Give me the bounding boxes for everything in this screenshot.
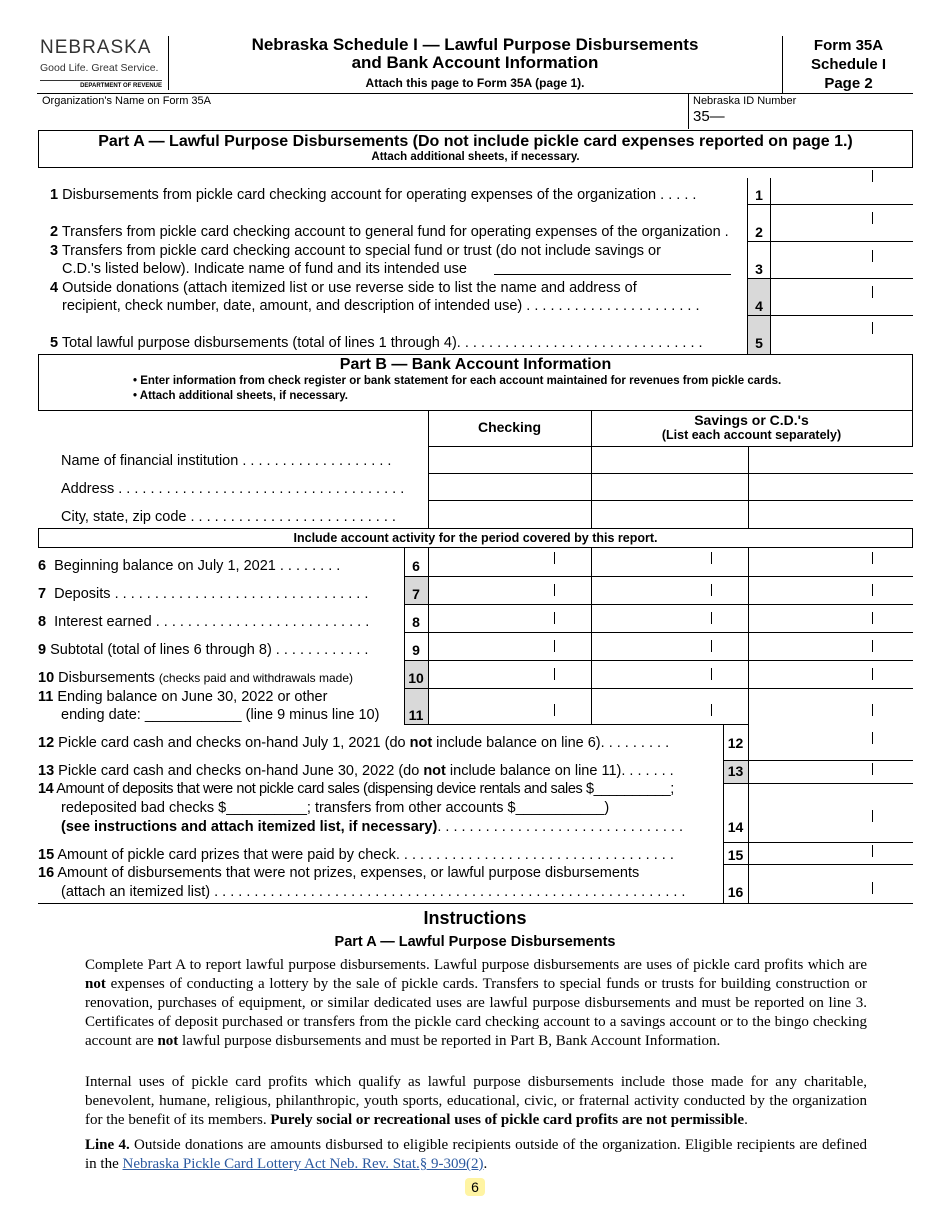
part-b-line-11: 11 Ending balance on June 30, 2022 or other (38, 689, 328, 705)
form-id: Form 35A Schedule I Page 2 (810, 37, 887, 92)
line-15-amount[interactable] (750, 844, 910, 862)
address-label: Address . . . . . . . . . . . . . . . . . . . . . . . . . . . . . . . . . . . . (61, 481, 405, 497)
col-savings-sub: (List each account separately) (661, 428, 842, 442)
col-checking: Checking (477, 419, 541, 435)
instructions-title: Instructions (423, 908, 527, 928)
logo-tagline: Good Life. Great Service. (40, 62, 159, 74)
part-b-line-6: 6 Beginning balance on July 1, 2021 . . . . . . . . (38, 558, 341, 574)
part-a-line-4: 4 Outside donations (attach itemized list or use reverse side to list the name and address of (50, 280, 637, 296)
instructions-paragraph-2: Internal uses of pickle card profits which qualify as lawful purpose disbursements include those made for any charitable, benevolent, humane, religious, philanthropic, youth sports, educational, civic, or fraternal activity conducted by the organization for the benefit of its members. Purely social or recreational uses of pickle card profits are not permissible. (85, 1074, 867, 1128)
savings2-institution-field[interactable] (750, 449, 910, 471)
line-11-checking[interactable] (430, 690, 589, 722)
org-name-field[interactable] (40, 110, 680, 128)
line-16-amount[interactable] (750, 866, 910, 901)
form-subtitle: Attach this page to Form 35A (page 1). (365, 76, 585, 90)
part-b-line-7: 7 Deposits . . . . . . . . . . . . . . . . . . . . . . . . . . . . . . . . (38, 586, 369, 602)
instructions-paragraph-3: Line 4. Outside donations are amounts disbursed to eligible recipients outside of the organization. Eligible recipients are defined in the Nebraska Pickle Card Lottery Act Neb. Rev. Stat.§ 9-309(2). (85, 1137, 867, 1172)
line-4-amount[interactable] (772, 291, 910, 313)
instructions-part-a-title: Part A — Lawful Purpose Disbursements (334, 934, 616, 950)
line-2-amount[interactable] (772, 217, 910, 239)
part-a-line-3: 3 Transfers from pickle card checking account to special fund or trust (do not include savings or (50, 243, 661, 259)
part-b-line-9: 9 Subtotal (total of lines 6 through 8) . . . . . . . . . . . . (38, 642, 369, 658)
nebraska-id-field[interactable] (720, 110, 910, 128)
part-a-line-5: 5 Total lawful purpose disbursements (total of lines 1 through 4). . . . . . . . . . . . . . . . . . . . . . . . . . . . . . . (50, 335, 703, 351)
part-b-title: Part B — Bank Account Information (339, 356, 612, 373)
line-5-amount[interactable] (772, 328, 910, 350)
nebraska-id-prefix: 35— (693, 108, 725, 125)
part-a-line-2: 2 Transfers from pickle card checking account to general fund for operating expenses of the organization . (50, 224, 729, 240)
part-a-line-1: 1 Disbursements from pickle card checking account for operating expenses of the organization . . . . . (50, 187, 697, 203)
part-b-header: Part B — Bank Account Information • Enter information from check register or bank statement for each account maintained for revenues from pickle cards. • Attach additional sheets, if necessary. (38, 354, 913, 411)
logo-name: NEBRASKA (40, 37, 152, 58)
line-10-checking[interactable] (430, 662, 589, 686)
part-b-line-10: 10 Disbursements (checks paid and withdrawals made) (38, 670, 353, 686)
activity-note: Include account activity for the period covered by this report. (38, 528, 913, 548)
line-12-amount[interactable] (750, 728, 910, 756)
institution-name-label: Name of financial institution . . . . . . . . . . . . . . . . . . . (61, 453, 392, 469)
savings2-address-field[interactable] (750, 476, 910, 498)
line-14-amount[interactable] (750, 786, 910, 840)
savings1-address-field[interactable] (593, 476, 746, 498)
fund-name-field[interactable] (494, 258, 731, 274)
line-1-amount[interactable] (772, 180, 910, 202)
part-b-line-8: 8 Interest earned . . . . . . . . . . . . . . . . . . . . . . . . . . . (38, 614, 370, 630)
line-12: 12 Pickle card cash and checks on-hand July 1, 2021 (do not include balance on line 6). . . . . . . . . (38, 735, 670, 751)
nebraska-logo (40, 37, 170, 91)
line-14: 14 Amount of deposits that were not pickle card sales (dispensing device rentals and sales $__________; (38, 781, 674, 797)
line-8-checking[interactable] (430, 606, 589, 630)
checking-address-field[interactable] (430, 476, 589, 498)
savings1-city-field[interactable] (593, 503, 746, 525)
savings1-institution-field[interactable] (593, 449, 746, 471)
part-a-subtitle: Attach additional sheets, if necessary. (371, 151, 580, 163)
line-16: 16 Amount of disbursements that were not prizes, expenses, or lawful purpose disbursements (38, 865, 640, 881)
checking-city-field[interactable] (430, 503, 589, 525)
savings2-city-field[interactable] (750, 503, 910, 525)
statute-link[interactable]: Nebraska Pickle Card Lottery Act Neb. Rev. Stat.§ 9-309(2) (122, 1156, 484, 1172)
line-6-checking[interactable] (430, 550, 589, 574)
line-7-checking[interactable] (430, 578, 589, 602)
nebraska-id-label: Nebraska ID Number (693, 95, 797, 107)
checking-institution-field[interactable] (430, 449, 589, 471)
logo-dept: DEPARTMENT OF REVENUE (80, 83, 162, 89)
org-name-label: Organization's Name on Form 35A (42, 95, 212, 107)
line-9-checking[interactable] (430, 634, 589, 658)
page-number: 6 (465, 1178, 485, 1196)
line-3-amount[interactable] (772, 254, 910, 276)
line-13-amount[interactable] (750, 762, 910, 782)
city-label: City, state, zip code . . . . . . . . . . . . . . . . . . . . . . . . . . (61, 509, 396, 525)
line-13: 13 Pickle card cash and checks on-hand June 30, 2022 (do not include balance on line 11). . . . . . . (38, 763, 674, 779)
instructions-paragraph-1: Complete Part A to report lawful purpose disbursements. Lawful purpose disbursements are uses of pickle card profits which are not expenses of conducting a lottery by the sale of pickle cards. Transfers to special funds or trusts for building construction or renovation, purchases of equipment, or similar dedicated uses are lawful purpose disbursements and must be reported on line 3. Certificates of deposit purchased or transfers from the pickle card checking account to a savings account or to the bingo checking account are not lawful purpose disbursements and must be reported in Part B, Bank Account Information. (85, 957, 867, 1049)
col-savings: Savings or C.D.'s (694, 412, 809, 428)
part-a-header (38, 130, 913, 168)
part-a-title: Part A — Lawful Purpose Disbursements (Do not include pickle card expenses reported on page 1.) (98, 133, 853, 150)
form-title: Nebraska Schedule I — Lawful Purpose Disbursements and Bank Account Information (251, 35, 699, 72)
line-15: 15 Amount of pickle card prizes that were paid by check. . . . . . . . . . . . . . . . . . . . . . . . . . . . . . . . . . . (38, 847, 674, 863)
